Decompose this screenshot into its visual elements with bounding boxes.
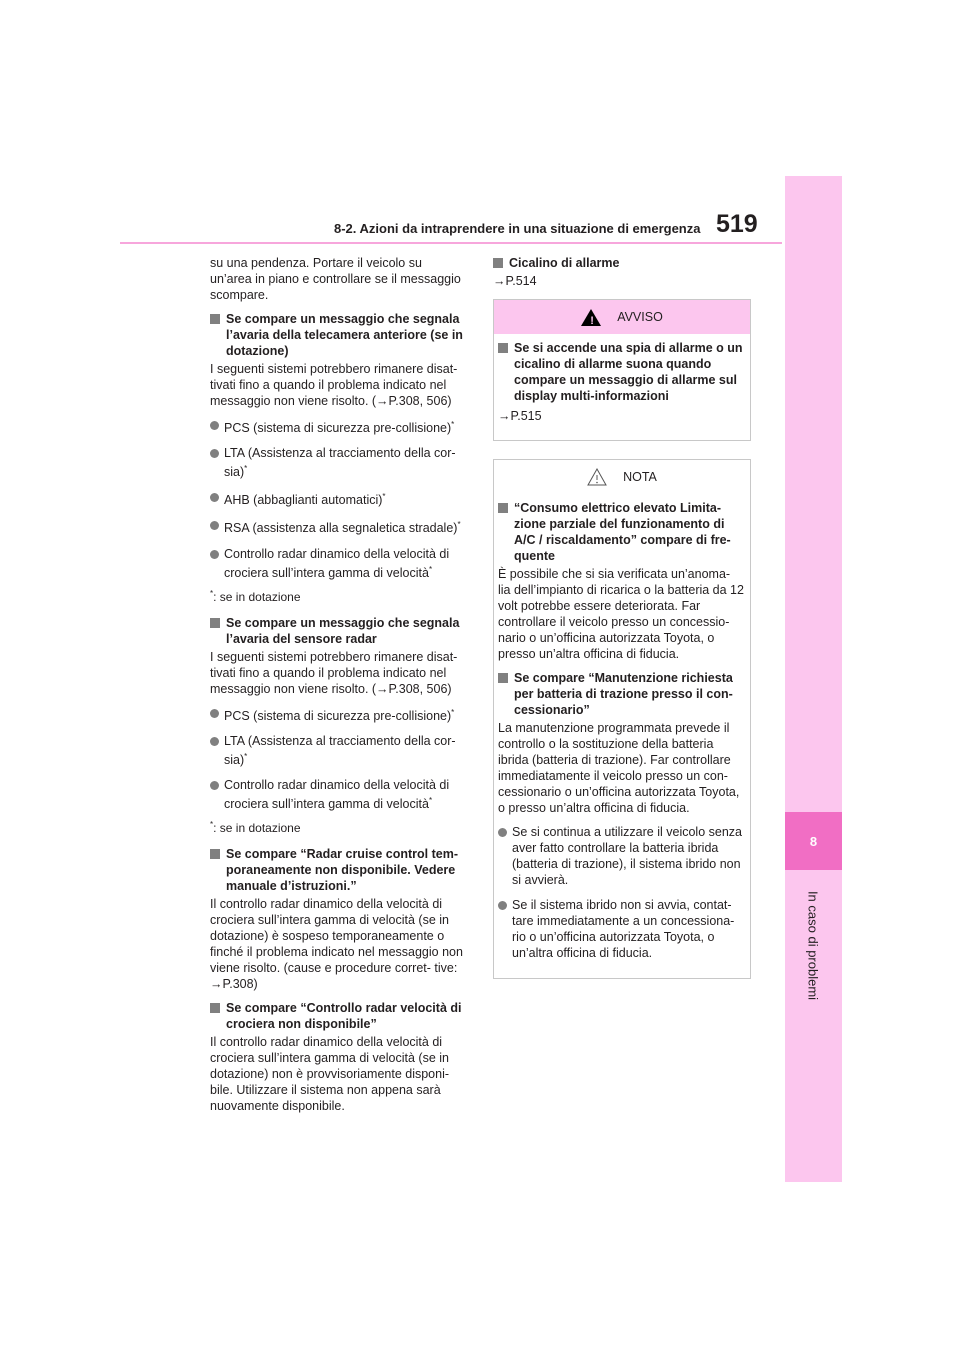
- body-text: I seguenti sistemi potrebbero rimanere disat- tivati fino a quando il problema indicato nel messaggio non viene risolto. (→P.308, 506): [210, 362, 458, 408]
- chapter-number: 8: [785, 812, 842, 870]
- section-heading: Se compare un messaggio che segnala l’avaria della telecamera anteriore (se in dotazione): [210, 311, 466, 359]
- circle-bullet-icon: [210, 521, 219, 530]
- section-heading: Se compare un messaggio che segnala l’avaria del sensore radar: [210, 615, 466, 647]
- side-tab: [785, 176, 842, 1182]
- header-divider: [120, 242, 782, 244]
- page-reference: →P.515: [498, 409, 542, 423]
- caution-triangle-icon: [587, 468, 607, 486]
- note-header: NOTA: [494, 460, 750, 494]
- footnote: *: se in dotazione: [210, 820, 301, 836]
- body-text: Il controllo radar dinamico della velocità di crociera sull’intera gamma di velocità (se in dotazione) è sospeso temporaneamente o finché il problema indicato nel messaggio non viene risolto. (cause e procedure corret- tive: →P.308): [210, 897, 463, 992]
- body-text: Il controllo radar dinamico della velocità di crociera sull’intera gamma di velocità (se in dotazione) non è provvisoriamente disponi- bile. Utilizzare il sistema non appena sarà nuovamente disponibile.: [210, 1035, 450, 1114]
- square-bullet-icon: [498, 343, 508, 353]
- list-item: LTA (Assistenza al tracciamento della cor- sia)*: [210, 445, 466, 480]
- intro-text: su una pendenza. Portare il veicolo su un’area in piano e controllare se il messaggio scompare.: [210, 256, 461, 302]
- body-text: È possibile che si sia verificata un’anoma- lia dell’impianto di ricarica o la batteria da 12 volt potrebbe essere deteriorata. Far controllare il veicolo presso un concessio- nario o un’officina autorizzata Toyota, o presso un’altra officina di fiducia.: [498, 567, 744, 661]
- square-bullet-icon: [498, 673, 508, 683]
- list-item: LTA (Assistenza al tracciamento della cor- sia)*: [210, 733, 466, 768]
- square-bullet-icon: [210, 314, 220, 324]
- section-heading: Se compare “Manutenzione richiesta per batteria di trazione presso il con- cessionario”: [498, 670, 745, 718]
- list-item: Controllo radar dinamico della velocità di crociera sull’intera gamma di velocità*: [210, 546, 466, 581]
- circle-bullet-icon: [210, 709, 219, 718]
- section-heading: Se si accende una spia di allarme o un cicalino di allarme suona quando compare un messaggio di allarme sul display multi-informazioni: [498, 340, 745, 404]
- right-column: [493, 255, 751, 997]
- section-heading: Se compare “Radar cruise control tem- poraneamente non disponibile. Vedere manuale d’istruzioni.”: [210, 846, 466, 894]
- circle-bullet-icon: [210, 550, 219, 559]
- square-bullet-icon: [498, 503, 508, 513]
- section-heading: Se compare “Controllo radar velocità di crociera non disponibile”: [210, 1000, 466, 1032]
- section-heading: Cicalino di allarme: [493, 255, 751, 271]
- list-item: RSA (assistenza alla segnaletica stradale)*: [210, 517, 466, 536]
- square-bullet-icon: [493, 258, 503, 268]
- left-column: [210, 255, 466, 1122]
- section-title: 8-2. Azioni da intraprendere in una situazione di emergenza: [334, 221, 701, 236]
- note-box: [493, 459, 751, 979]
- circle-bullet-icon: [210, 449, 219, 458]
- circle-bullet-icon: [210, 493, 219, 502]
- page-reference: →P.514: [493, 274, 537, 288]
- list-item: PCS (sistema di sicurezza pre-collisione)*: [210, 417, 466, 436]
- circle-bullet-icon: [210, 421, 219, 430]
- footnote: *: se in dotazione: [210, 588, 301, 604]
- body-text: I seguenti sistemi potrebbero rimanere disat- tivati fino a quando il problema indicato nel messaggio non viene risolto. (→P.308, 506): [210, 649, 458, 696]
- list-item: Se si continua a utilizzare il veicolo senza aver fatto controllare la batteria ibrida (batteria di trazione), il sistema ibrido non si avvierà.: [498, 824, 745, 888]
- warning-box: [493, 299, 751, 441]
- circle-bullet-icon: [498, 828, 507, 837]
- circle-bullet-icon: [498, 901, 507, 910]
- list-item: Se il sistema ibrido non si avvia, contat- tare immediatamente a un concessiona- rio o un’officina autorizzata Toyota, o un’altra officina di fiducia.: [498, 897, 745, 961]
- square-bullet-icon: [210, 1003, 220, 1013]
- section-heading: “Consumo elettrico elevato Limita- zione parziale del funzionamento di A/C / riscaldamento” compare di fre- quente: [498, 500, 745, 564]
- warning-triangle-icon: !: [581, 309, 601, 326]
- list-item: Controllo radar dinamico della velocità di crociera sull’intera gamma di velocità*: [210, 777, 466, 812]
- list-item: PCS (sistema di sicurezza pre-collisione)*: [210, 705, 466, 724]
- page-number: 519: [716, 210, 758, 238]
- chapter-label: In caso di problemi: [805, 890, 821, 1001]
- body-text: La manutenzione programmata prevede il controllo o la sostituzione della batteria ibrida (batteria di trazione). Far controllare immediatamente il veicolo presso un con- cessionario o un’officina autorizzata Toyota, o presso un’altra officina di fiducia.: [498, 721, 740, 815]
- square-bullet-icon: [210, 849, 220, 859]
- list-item: AHB (abbaglianti automatici)*: [210, 489, 466, 508]
- square-bullet-icon: [210, 618, 220, 628]
- circle-bullet-icon: [210, 781, 219, 790]
- warning-header: ! AVVISO: [494, 300, 750, 334]
- circle-bullet-icon: [210, 737, 219, 746]
